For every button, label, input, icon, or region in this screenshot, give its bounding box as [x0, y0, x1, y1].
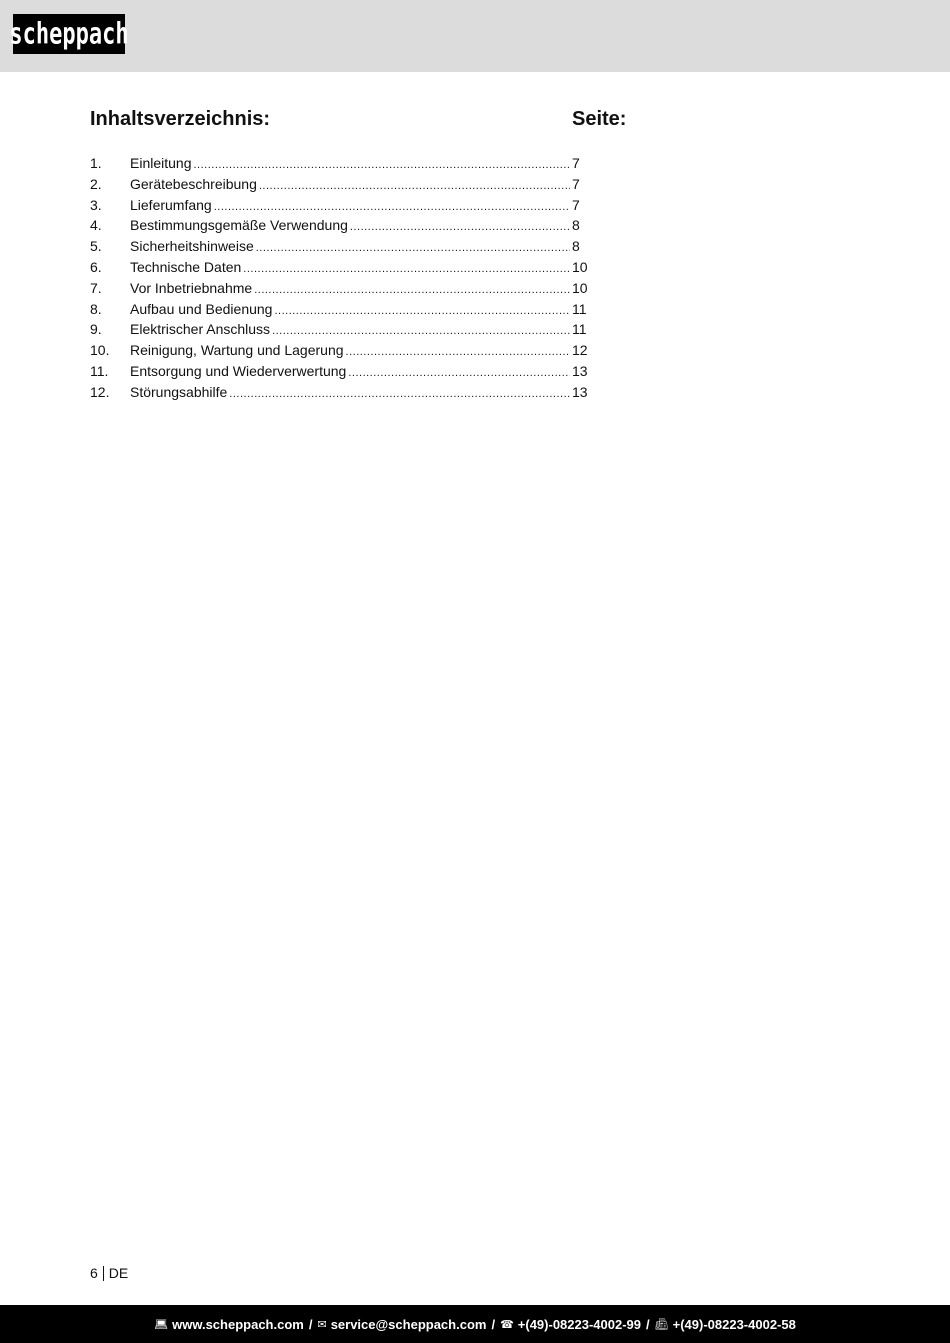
toc-entry: [90, 215, 590, 236]
logo-text: scheppach: [9, 17, 129, 51]
toc-entry-page: 11: [572, 321, 587, 338]
toc-entry-page: 7: [572, 175, 580, 192]
toc-entry: [90, 278, 590, 299]
toc-entry-page: 13: [572, 383, 588, 400]
separator: /: [646, 1316, 650, 1332]
toc-entry-label: Entsorgung und Wiederverwertung: [130, 362, 347, 379]
contact-email: service@scheppach.com: [330, 1316, 487, 1332]
toc-entry: [90, 299, 590, 320]
toc-entry-label: Aufbau und Bedienung: [130, 300, 273, 317]
toc-leader-dots: [272, 321, 570, 342]
toc-entry-page: 10: [572, 279, 588, 296]
toc-page-heading: Seite:: [572, 108, 627, 130]
toc-list: [90, 153, 590, 403]
toc-entry-page: 13: [572, 362, 588, 379]
contact-website: www.scheppach.com: [172, 1316, 304, 1332]
toc-entry-number: 9.: [90, 321, 102, 338]
toc-entry-number: 10.: [90, 342, 110, 359]
toc-entry: [90, 340, 590, 361]
toc-entry-label: Reinigung, Wartung und Lagerung: [130, 342, 344, 359]
toc-entry: [90, 257, 590, 278]
toc-entry-label: Technische Daten: [130, 258, 242, 275]
contact-phone: +(49)-08223-4002-99: [517, 1316, 642, 1332]
toc-entry: [90, 382, 590, 403]
toc-entry-label: Störungsabhilfe: [130, 383, 228, 400]
toc-entry-number: 7.: [90, 279, 102, 296]
toc-entry: [90, 236, 590, 257]
toc-leader-dots: [274, 301, 570, 322]
email-icon: ✉︎: [317, 1317, 327, 1331]
toc-entry-page: 7: [572, 196, 580, 213]
toc-entry-page: 12: [572, 342, 588, 359]
toc-entry-number: 4.: [90, 217, 102, 234]
separator: /: [308, 1316, 313, 1332]
toc-entry-label: Bestimmungsgemäße Verwendung: [130, 217, 348, 234]
page-language: DE: [108, 1265, 129, 1281]
toc-heading: [90, 108, 630, 136]
toc-leader-dots: [346, 342, 570, 363]
toc-entry-number: 1.: [90, 155, 102, 171]
scheppach-logo: [9, 14, 129, 54]
toc-entry: [90, 195, 590, 216]
phone-icon: ☎︎: [500, 1317, 514, 1331]
toc-entry-number: 11.: [90, 362, 109, 379]
toc-entry-page: 7: [572, 155, 580, 171]
toc-entry-page: 8: [572, 238, 580, 255]
toc-entry-page: 8: [572, 217, 580, 234]
separator: /: [491, 1316, 496, 1332]
page-number: 6: [90, 1265, 98, 1281]
toc-entry-label: Lieferumfang: [130, 196, 212, 213]
toc-entry-number: 12.: [90, 383, 110, 400]
toc-leader-dots: [243, 259, 570, 280]
toc-entry: [90, 319, 590, 340]
toc-entry-page: 10: [572, 258, 588, 275]
toc-entry-label: Gerätebeschreibung: [130, 175, 257, 192]
toc-entry-number: 6.: [90, 258, 102, 275]
toc-entry-number: 5.: [90, 238, 102, 255]
page-header: [0, 0, 950, 72]
fax-icon: 📠︎: [654, 1317, 669, 1331]
toc-leader-dots: [256, 238, 570, 259]
toc-entry-number: 8.: [90, 300, 102, 317]
toc-leader-dots: [348, 363, 570, 384]
toc-leader-dots: [254, 280, 570, 301]
toc-leader-dots: [350, 217, 570, 238]
toc-entry-label: Elektrischer Anschluss: [130, 321, 271, 338]
toc-title: Inhaltsverzeichnis:: [90, 108, 271, 130]
toc-entry: [90, 174, 590, 195]
toc-entry: [90, 153, 590, 174]
toc-leader-dots: [229, 384, 570, 405]
toc-entry-number: 2.: [90, 175, 102, 192]
toc-leader-dots: [214, 197, 570, 218]
toc-leader-dots: [194, 155, 571, 176]
toc-entry-label: Sicherheitshinweise: [130, 238, 254, 255]
toc-entry-label: Vor Inbetriebnahme: [130, 279, 253, 296]
toc-entry-page: 11: [572, 300, 587, 317]
toc-leader-dots: [259, 176, 570, 197]
computer-icon: 💻︎: [154, 1317, 169, 1331]
toc-entry-label: Einleitung: [130, 155, 192, 171]
toc-entry-number: 3.: [90, 196, 102, 213]
contact-bar: [0, 1305, 950, 1343]
toc-entry: [90, 361, 590, 382]
page-footer: [90, 1265, 128, 1281]
contact-fax: +(49)-08223-4002-58: [672, 1316, 796, 1332]
page-separator: [103, 1266, 104, 1281]
